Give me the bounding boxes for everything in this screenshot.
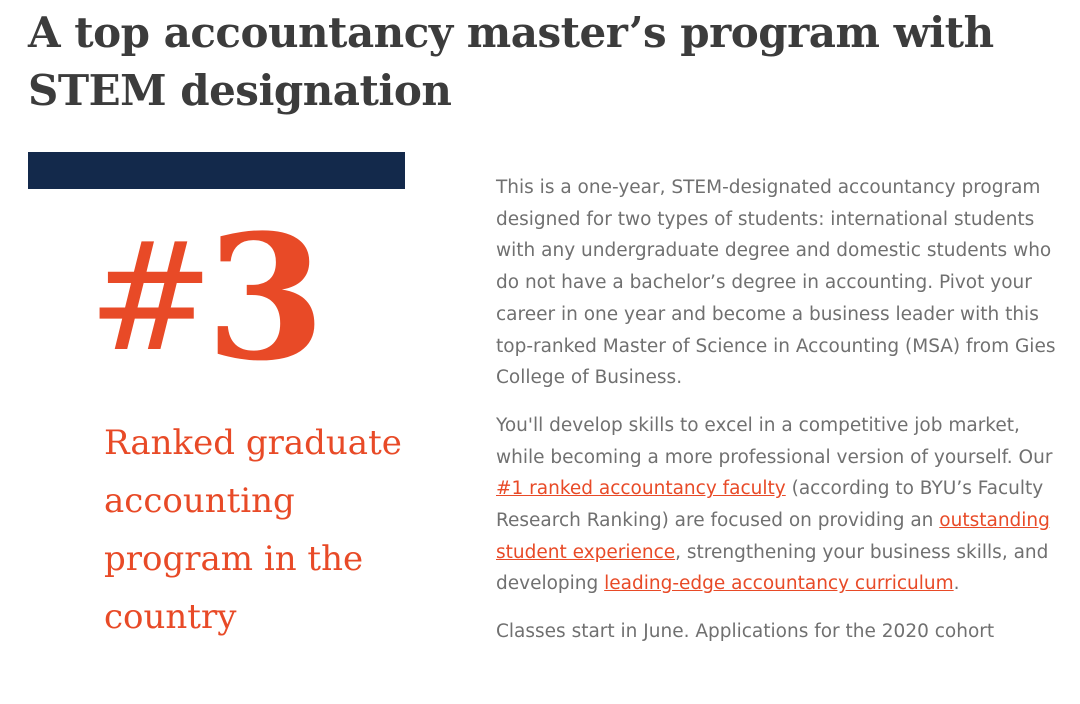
rank-caption: Ranked graduate accounting program in the country (104, 423, 402, 637)
paragraph-2-text-4: . (953, 573, 960, 595)
description-paragraph-2 (496, 410, 1068, 600)
paragraph-2-text-3: , strengthening your business skills, and developing (496, 541, 1049, 595)
description-paragraph-3: Classes start in June. Applications for the 2020 cohort (496, 621, 995, 643)
rank-accent-bar (28, 152, 405, 189)
page-title: A top accountancy master’s program with STEM designation (28, 8, 994, 115)
student-experience-link[interactable]: outstanding student experience (496, 510, 1050, 563)
rank-digit: 3 (205, 196, 326, 399)
paragraph-2-text-2: (according to BYU’s Faculty Research Ranking) are focused on providing an (496, 478, 1044, 532)
description-paragraph-1: This is a one-year, STEM-designated accountancy program designed for two types of students: international students with any undergraduate degree and domestic students who do not have a bachelor’s degree in accounting. Pivot your career in one year and become a business leader with this top-ranked Master of Science in Accounting (MSA) from Gies College of Business. (496, 177, 1056, 389)
rank-number (88, 196, 408, 399)
curriculum-link[interactable]: leading-edge accountancy curriculum (604, 573, 954, 595)
paragraph-2-text-1: You'll develop skills to excel in a competitive job market, while becoming a more professional version of yourself. Our (496, 414, 1053, 468)
rank-hash-symbol: # (88, 211, 214, 385)
program-description (496, 172, 1068, 664)
accountancy-faculty-link[interactable]: #1 ranked accountancy faculty (496, 478, 786, 500)
